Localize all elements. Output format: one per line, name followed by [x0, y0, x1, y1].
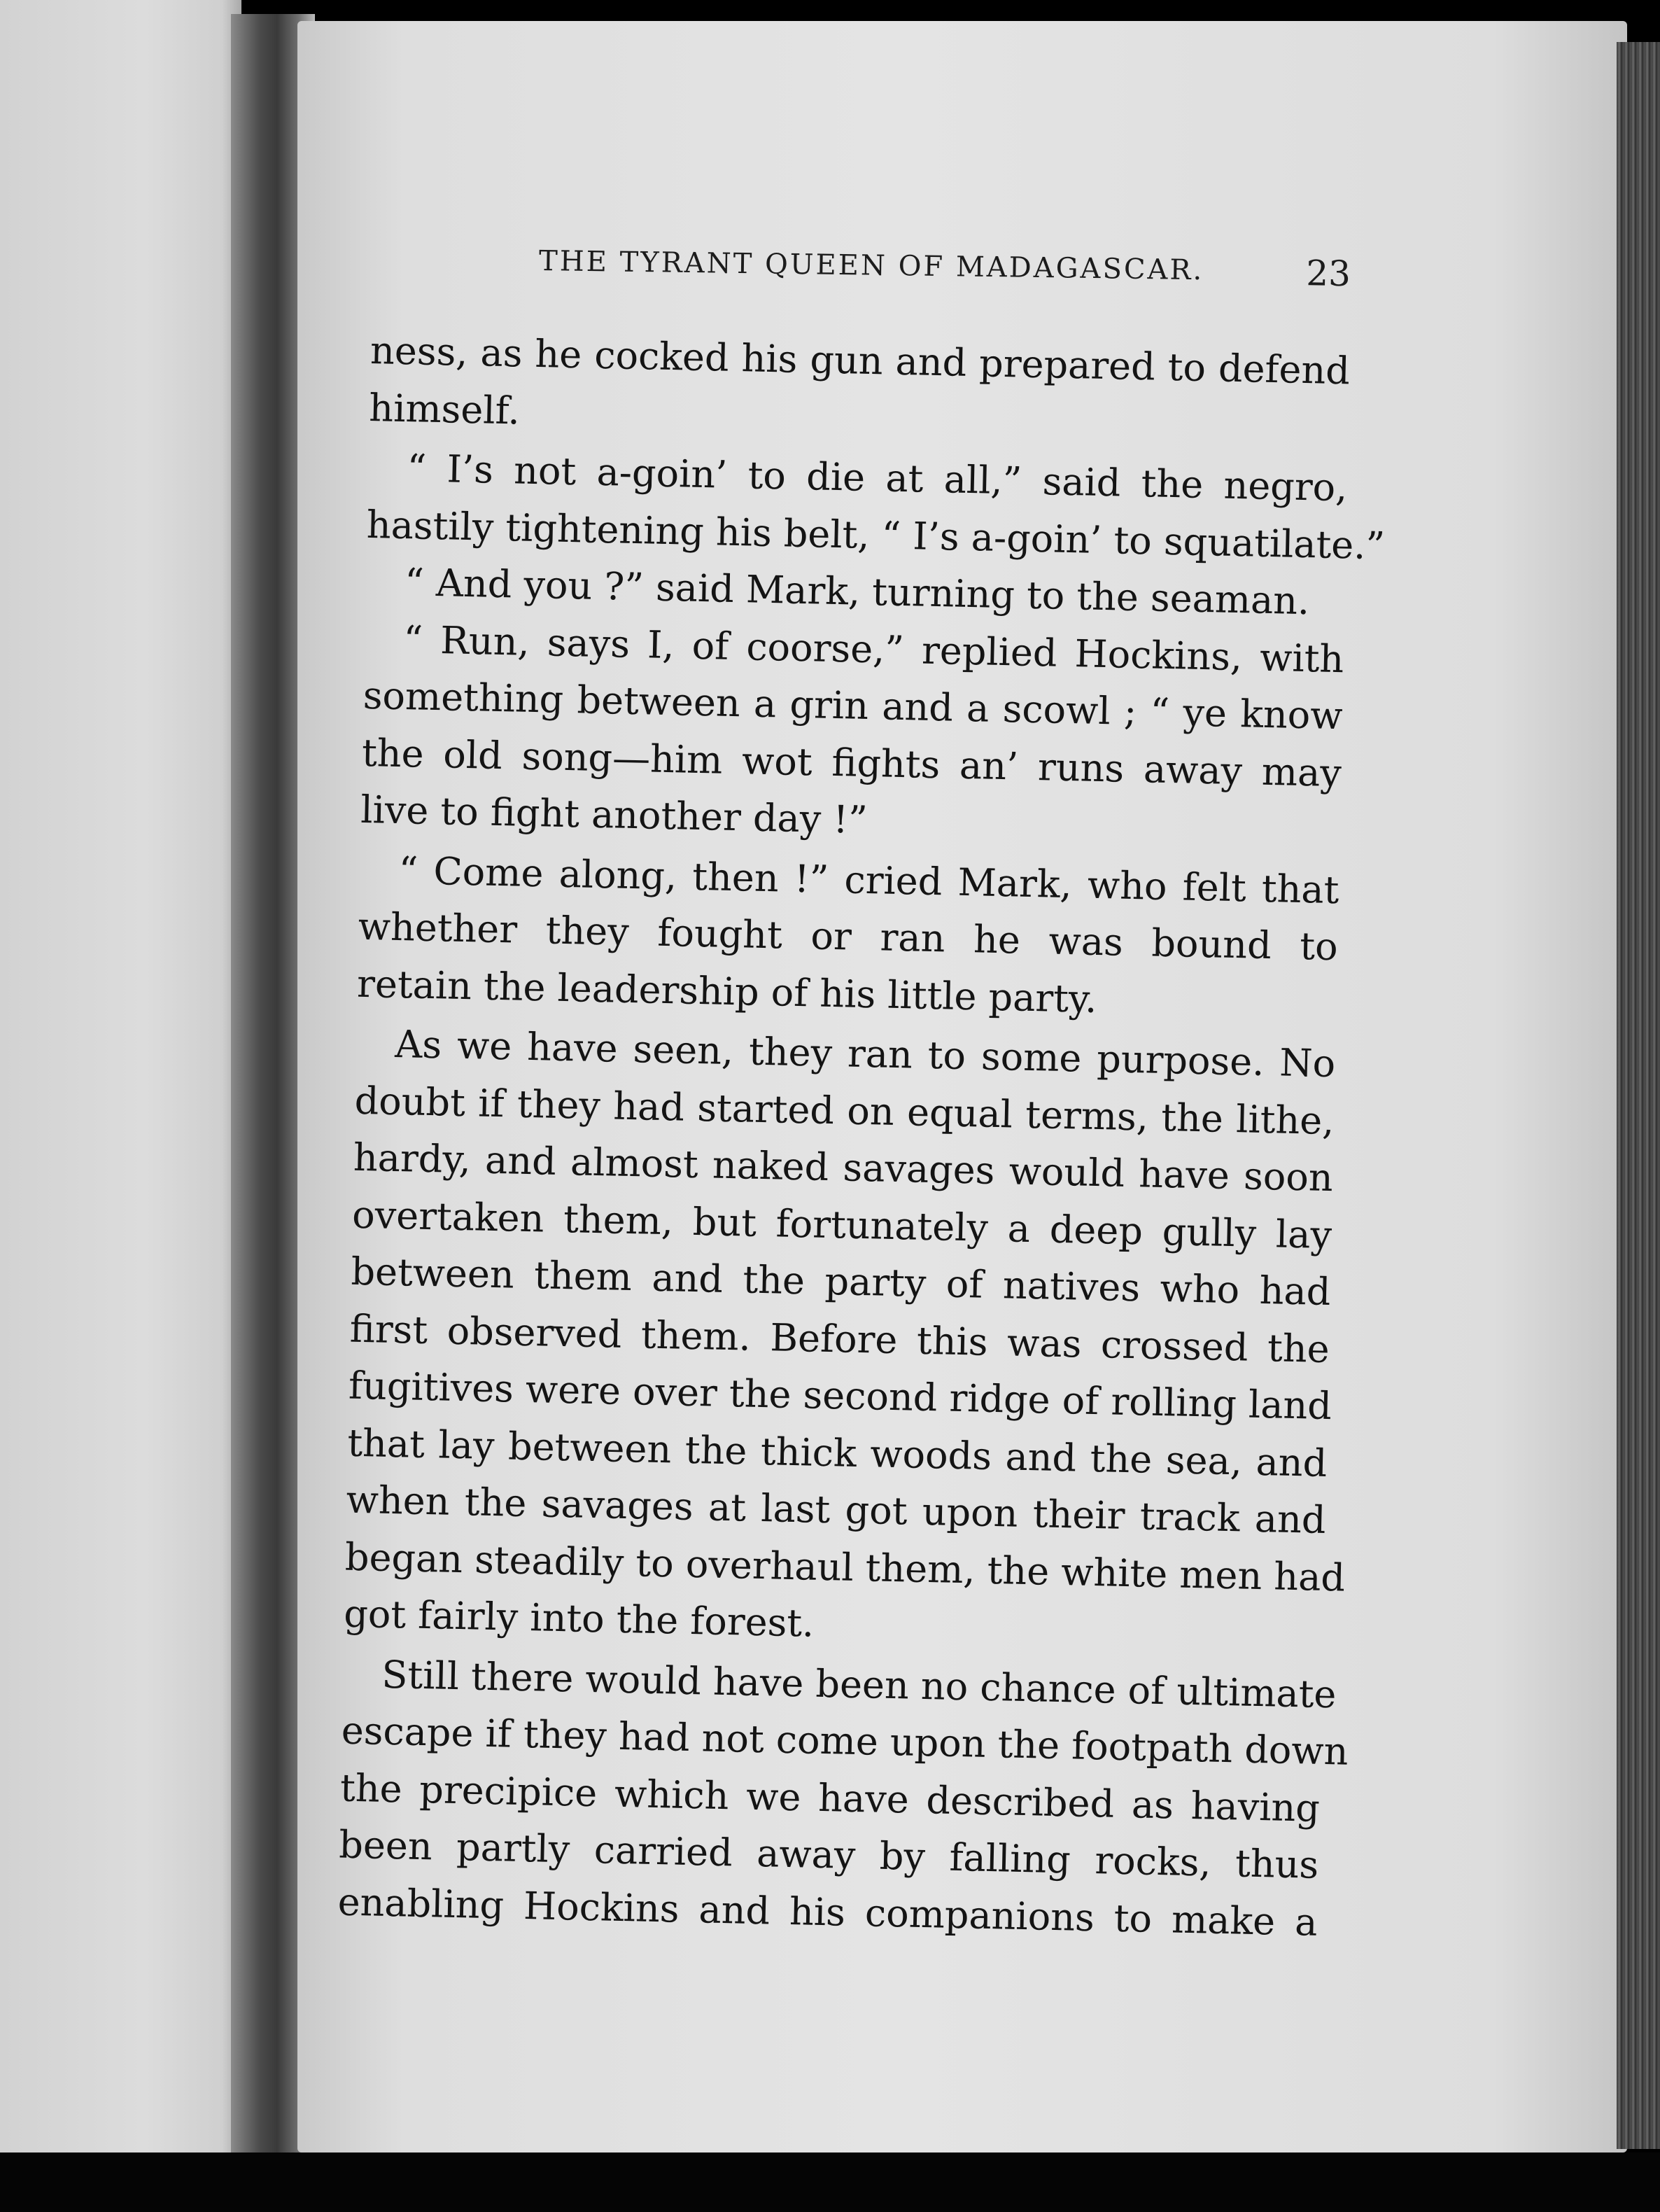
page-number: 23 [1305, 253, 1351, 295]
page-edge-stack [1617, 42, 1660, 2149]
text-line: “ And you ?” said Mark, turning to the seaman. [404, 560, 1310, 624]
text-line: escape if they had not come upon the footpath down [341, 1708, 1349, 1774]
text-line: ness, as he cocked his gun and prepared to defend [370, 328, 1351, 393]
text-line: first observed them. Before this was crossed the [349, 1306, 1330, 1371]
text-line: live to fight another day !” [360, 787, 868, 843]
body-text [337, 322, 1386, 1951]
text-line: enabling Hockins and his companions to make a [337, 1879, 1318, 1945]
text-line: retain the leadership of his little party. [356, 961, 1098, 1021]
text-line: something between a grin and a scowl ; “ ye know [363, 673, 1344, 738]
text-line: when the savages at last got upon their track and [346, 1477, 1327, 1542]
text-line: overtaken them, but fortunately a deep gully lay [351, 1192, 1332, 1257]
text-line: Still there would have been no chance of ultimate [381, 1652, 1337, 1716]
text-line: the precipice which we have described as having [339, 1765, 1321, 1830]
text-line: doubt if they had started on equal terms, the lithe, [354, 1078, 1335, 1143]
text-line: “ Run, says I, of coorse,” replied Hockins, with [402, 617, 1344, 681]
text-line: between them and the party of natives who had [350, 1249, 1331, 1315]
scan-bottom-band [0, 2152, 1660, 2212]
text-line: began steadily to overhaul them, the white men had [344, 1534, 1346, 1600]
text-line: the old song—him wot fights an’ runs away may [361, 730, 1342, 795]
text-line: got fairly into the forest. [343, 1591, 815, 1646]
text-line: been partly carried away by falling rocks, thus [338, 1822, 1319, 1887]
text-line: whether they fought or ran he was bound to [358, 904, 1339, 969]
text-line: “ Come along, then !” cried Mark, who felt that [398, 848, 1339, 912]
text-line: As we have seen, they ran to some purpose. No [394, 1021, 1336, 1086]
text-line: “ I’s not a-goin’ to die at all,” said the negro, [406, 446, 1349, 510]
text-line: hastily tightening his belt, “ I’s a-goin’ to squatilate.” [366, 502, 1386, 568]
text-line: that lay between the thick woods and the sea, and [346, 1420, 1328, 1485]
text-line: hardy, and almost naked savages would have soon [353, 1135, 1334, 1200]
running-title: THE TYRANT QUEEN OF MADAGASCAR. [538, 245, 1204, 287]
left-facing-page [0, 0, 241, 2156]
text-line: fugitives were over the second ridge of rolling land [348, 1363, 1332, 1429]
text-line: himself. [368, 385, 521, 433]
